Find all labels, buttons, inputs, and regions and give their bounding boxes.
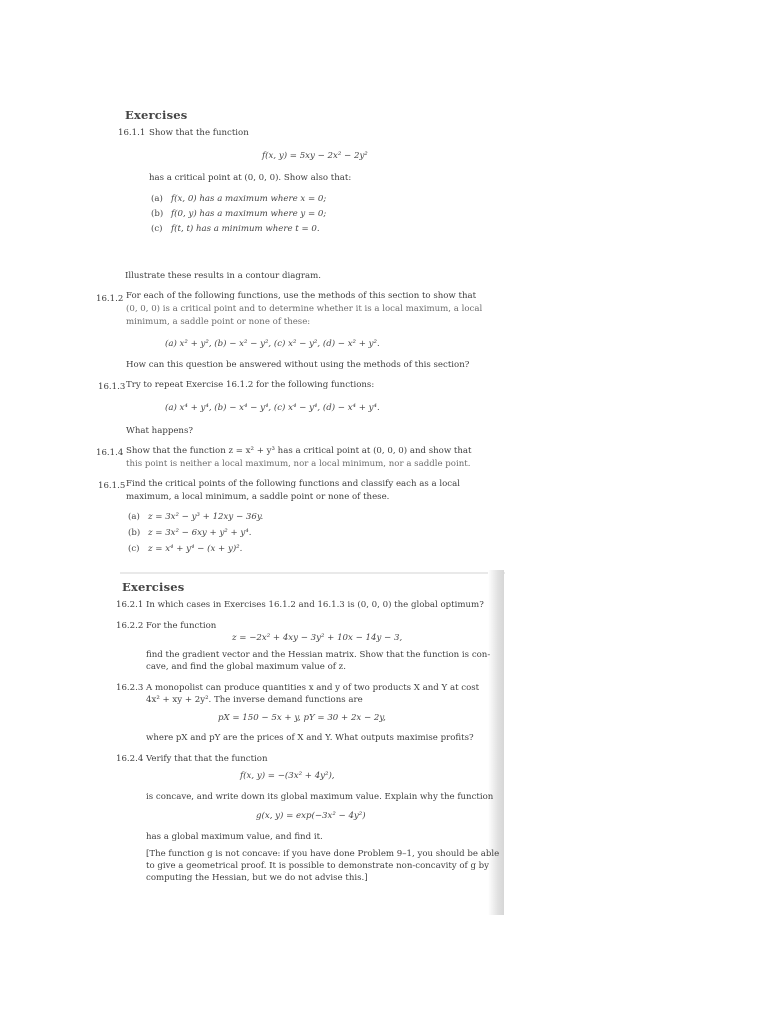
exercise-part	[128, 544, 242, 554]
exercise-text: is concave, and write down its global maximum value. Explain why the function	[146, 792, 494, 802]
part-text: z = 3x² − 6xy + y² + y⁴.	[148, 528, 252, 538]
part-label: (c)	[151, 224, 163, 234]
exercise-part	[151, 209, 326, 219]
exercise-text: Try to repeat Exercise 16.1.2 for the following functions:	[126, 380, 375, 390]
exercise-number: 16.2.2	[116, 621, 144, 631]
part-label: (a)	[151, 194, 163, 204]
part-text: z = 3x² − y³ + 12xy − 36y.	[148, 512, 264, 522]
note-text: to give a geometrical proof. It is possible to demonstrate non-concavity of g by	[146, 861, 490, 871]
exercise-number: 16.1.3	[98, 382, 126, 392]
exercise-text: Verify that that the function	[146, 754, 268, 764]
exercise-text: has a global maximum value, and find it.	[146, 832, 323, 842]
exercise-text: Show that the function z = x² + y³ has a critical point at (0, 0, 0) and show that	[126, 446, 472, 456]
exercise-number: 16.1.4	[96, 448, 124, 458]
exercise-text: What happens?	[126, 426, 193, 436]
exercise-text: (0, 0, 0) is a critical point and to determine whether it is a local maximum, a local	[126, 304, 483, 314]
exercise-text: has a critical point at (0, 0, 0). Show also that:	[149, 173, 352, 183]
exercise-text: 4x² + xy + 2y². The inverse demand functions are	[146, 695, 363, 705]
exercise-part	[128, 528, 251, 538]
exercise-text: where pX and pY are the prices of X and Y. What outputs maximise profits?	[146, 733, 474, 743]
exercise-text: maximum, a local minimum, a saddle point or none of these.	[126, 492, 390, 502]
exercise-text: For the function	[146, 621, 217, 631]
section-heading: Exercises	[125, 108, 188, 122]
equation: pX = 150 − 5x + y, pY = 30 + 2x − 2y,	[218, 713, 386, 723]
exercise-text: Show that the function	[149, 128, 249, 138]
exercise-text: Illustrate these results in a contour diagram.	[125, 271, 321, 281]
exercise-number: 16.1.1	[118, 128, 146, 138]
exercise-text: cave, and find the global maximum value of z.	[146, 662, 346, 672]
equation: f(x, y) = 5xy − 2x² − 2y²	[262, 151, 368, 161]
exercise-number: 16.1.2	[96, 294, 124, 304]
part-text: f(x, 0) has a maximum where x = 0;	[171, 194, 327, 204]
part-text: f(0, y) has a maximum where y = 0;	[171, 209, 327, 219]
scan-edge-shadow	[488, 570, 504, 915]
section-heading: Exercises	[122, 580, 185, 594]
exercise-part	[151, 194, 326, 204]
exercise-text: How can this question be answered without using the methods of this section?	[126, 360, 470, 370]
part-text: z = x⁴ + y⁴ − (x + y)².	[148, 544, 243, 554]
exercise-text: Find the critical points of the following functions and classify each as a local	[126, 479, 460, 489]
note-text: [The function g is not concave: if you have done Problem 9–1, you should be able	[146, 849, 500, 859]
exercise-number: 16.1.5	[98, 481, 126, 491]
part-label: (a)	[128, 512, 140, 522]
exercise-number: 16.2.4	[116, 754, 144, 764]
equation: z = −2x² + 4xy − 3y² + 10x − 14y − 3,	[232, 633, 403, 643]
part-label: (c)	[128, 544, 140, 554]
exercise-text: find the gradient vector and the Hessian matrix. Show that the function is con-	[146, 650, 491, 660]
exercise-text: A monopolist can produce quantities x and y of two products X and Y at cost	[146, 683, 480, 693]
exercise-part	[151, 224, 320, 234]
part-text: f(t, t) has a minimum where t = 0.	[171, 224, 320, 234]
part-label: (b)	[128, 528, 141, 538]
equation: f(x, y) = −(3x² + 4y²),	[240, 771, 335, 781]
exercise-number: 16.2.1	[116, 600, 144, 610]
options-row: (a) x⁴ + y⁴, (b) − x⁴ − y⁴, (c) x⁴ − y⁴, (d) − x⁴ + y⁴.	[165, 403, 380, 413]
note-text: computing the Hessian, but we do not advise this.]	[146, 873, 368, 883]
exercise-number: 16.2.3	[116, 683, 144, 693]
exercise-text: minimum, a saddle point or none of these:	[126, 317, 311, 327]
equation: g(x, y) = exp(−3x² − 4y²)	[256, 811, 366, 821]
exercise-part	[128, 512, 263, 522]
exercise-text: this point is neither a local maximum, nor a local minimum, nor a saddle point.	[126, 459, 471, 469]
part-label: (b)	[151, 209, 164, 219]
exercise-text: For each of the following functions, use the methods of this section to show that	[126, 291, 477, 301]
options-row: (a) x² + y², (b) − x² − y², (c) x² − y², (d) − x² + y².	[165, 339, 380, 349]
scan-seam	[120, 572, 505, 574]
exercise-text: In which cases in Exercises 16.1.2 and 16.1.3 is (0, 0, 0) the global optimum?	[146, 600, 484, 610]
